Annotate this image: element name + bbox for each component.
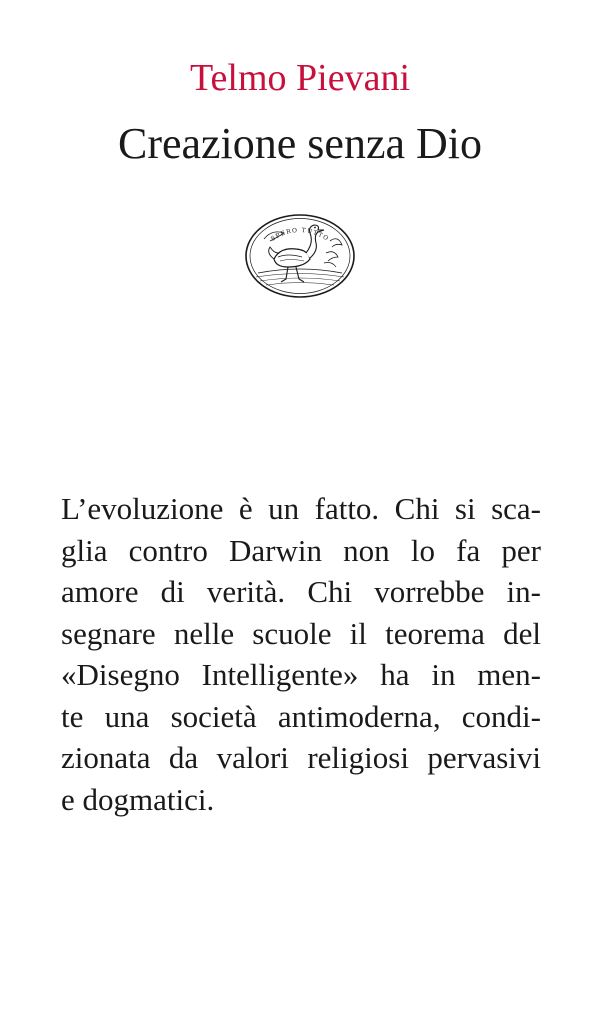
blurb-line: zionata da valori religiosi pervasivi [61,740,541,775]
ostrich-seal-icon [244,213,356,299]
svg-text:SPERO TUTTO [270,227,331,243]
blurb-line: amore di verità. Chi vorrebbe in- [61,574,541,609]
author-name: Telmo Pievani [189,57,411,99]
blurb-line: «Disegno Intelligente» ha in men- [61,657,541,692]
blurb-line: te una società antimoderna, condi- [61,698,541,734]
back-blurb [61,488,541,820]
blurb-line: L’evoluzione è un fatto. Chi si sca- [61,491,541,526]
seal-lettering: SPERO TUTTO [269,226,331,243]
book-title: Creazione senza Dio [117,119,483,168]
blurb-line: e dogmatici. [61,781,215,817]
blurb-line: segnare nelle scuole il teorema del [61,615,541,651]
blurb-line: glia contro Darwin non lo fa per [61,532,541,568]
